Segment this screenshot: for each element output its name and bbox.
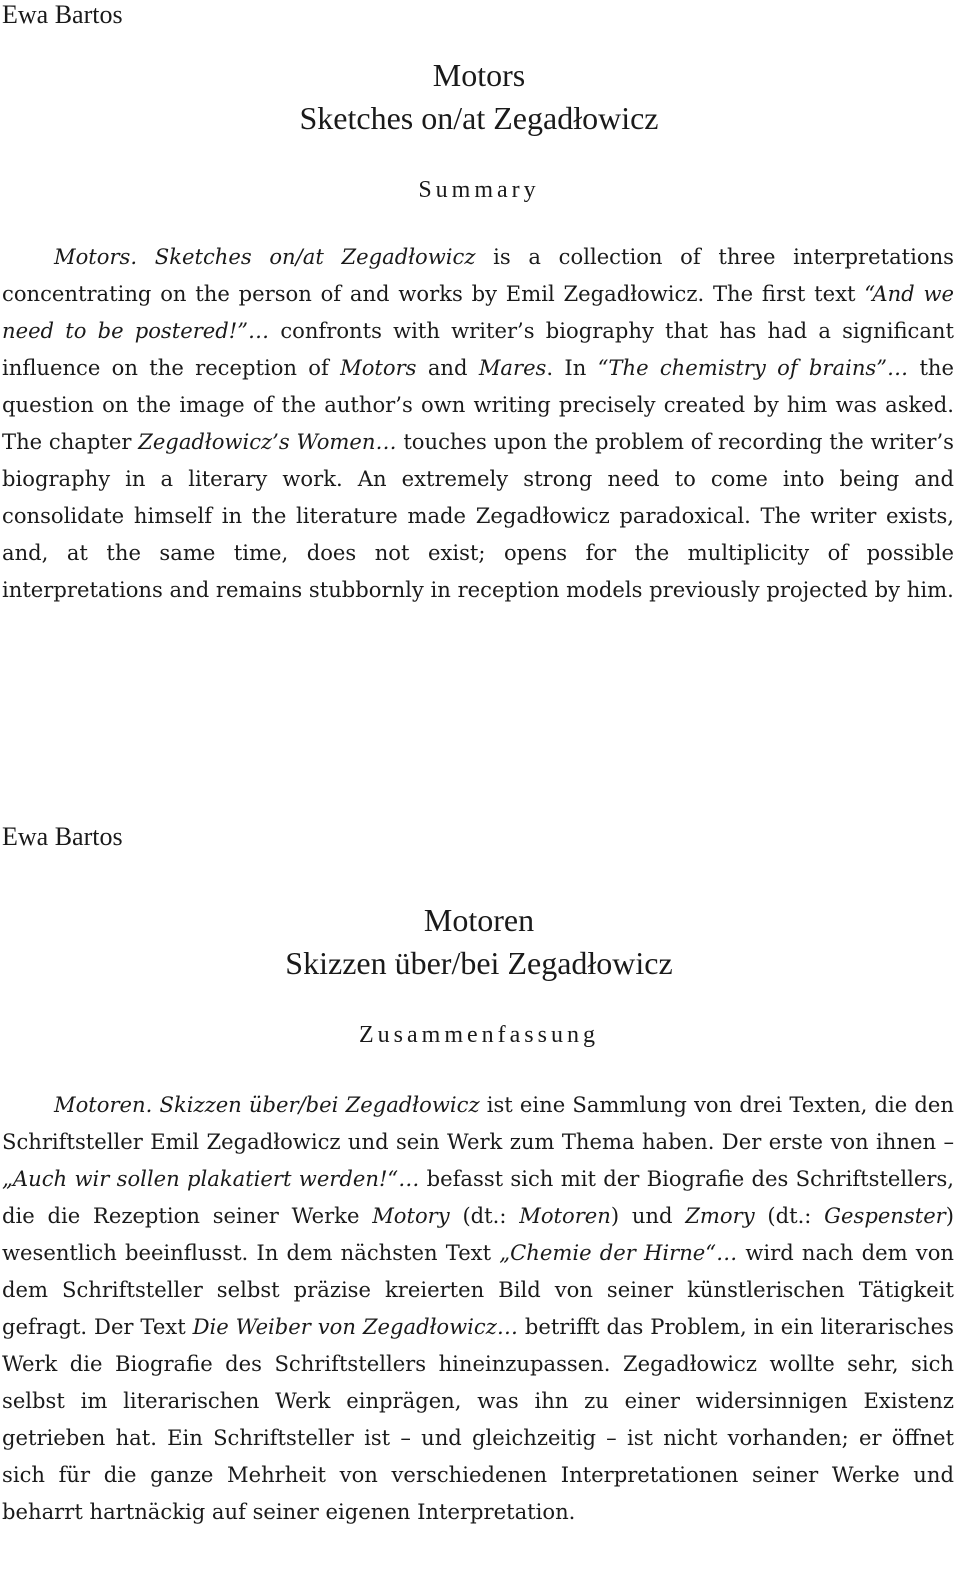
summary-paragraph [2, 238, 954, 608]
title-subtitle-2: Skizzen über/bei Zegadłowicz [285, 945, 673, 981]
title-main-2: Motoren [423, 902, 535, 938]
italic-text-run: “And we need to be postered!”… [2, 281, 954, 343]
text-run: and [416, 355, 479, 380]
text-run: betrifft das Problem, in ein literarisches Werk die Biografie des Schriftstellers hineinzupassen. Zegadłowicz wollte sehr, sich selbst im literarischen Werk einprägen, was ihn zu einer widersinnigen Existenz getrieben hat. Ein Schriftsteller ist – und gleichzeitig – ist nicht vorhanden; er öffnet sich für die ganze Mehrheit von verschiedenen Interpretationen seiner Werke und beharrt hartnäckig auf seiner eigenen Interpretation. [2, 1314, 954, 1524]
author-name-2: Ewa Bartos [2, 822, 123, 851]
summary-heading: Summary [418, 177, 540, 203]
text-run: wird nach dem von dem Schriftsteller selbst präzise kreierten Bild von seiner künstlerischen Tätigkeit gefragt. Der Text [2, 1240, 954, 1339]
text-run: ) wesentlich beeinflusst. In dem nächsten Text [2, 1203, 954, 1265]
title-block [0, 54, 958, 205]
text-run: (dt.: [754, 1203, 825, 1228]
italic-text-run: Motors. Sketches on/at Zegadłowicz [54, 244, 476, 269]
italic-text-run: Gespenster [824, 1203, 946, 1228]
summary-heading-2: Zusammenfassung [359, 1022, 599, 1048]
italic-text-run: Zmory [685, 1203, 755, 1228]
title-subtitle: Sketches on/at Zegadłowicz [299, 100, 659, 136]
text-run: . In [546, 355, 598, 380]
italic-text-run: „Chemie der Hirne“… [499, 1240, 738, 1265]
title-main: Motors [432, 57, 526, 93]
italic-text-run: Mares [478, 355, 547, 380]
text-run: (dt.: [449, 1203, 520, 1228]
italic-text-run: Motoren [519, 1203, 611, 1228]
text-run: confronts with writer’s biography that has had a significant influence on the reception of [2, 318, 954, 380]
text-run: touches upon the problem of recording the writer’s biography in a literary work. An extremely strong need to come into being and consolidate himself in the literature made Zegadłowicz paradoxical. The writer exists, and, at the same time, does not exist; opens for the multiplicity of possible interpretations and remains stubbornly in reception models previously projected by him. [2, 429, 954, 602]
text-run: ) und [610, 1203, 686, 1228]
italic-text-run: Motory [372, 1203, 450, 1228]
text-run: ist eine Sammlung von drei Texten, die den Schriftsteller Emil Zegadłowicz und sein Werk zum Thema haben. Der erste von ihnen – [2, 1092, 954, 1154]
text-run: the question on the image of the author’s own writing precisely created by him was asked. The chapter [2, 355, 954, 454]
summary-paragraph-text [2, 238, 954, 608]
italic-text-run: “The chemistry of brains”… [597, 355, 909, 380]
text-run: befasst sich mit der Biografie des Schriftstellers, die die Rezeption seiner Werke [2, 1166, 955, 1228]
italic-text-run: Motoren. Skizzen über/bei Zegadłowicz [54, 1092, 480, 1117]
italic-text-run: Zegadłowicz’s Women… [138, 429, 397, 454]
italic-text-run: Die Weiber von Zegadłowicz… [192, 1314, 518, 1339]
text-run: is a collection of three interpretations concentrating on the person of and works by Emil Zegadłowicz. The first text [2, 244, 954, 306]
italic-text-run: „Auch wir sollen plakatiert werden!“… [2, 1166, 420, 1191]
summary-paragraph-text-2 [2, 1086, 954, 1530]
italic-text-run: Motors [340, 355, 417, 380]
summary-paragraph-2 [2, 1086, 954, 1530]
title-block-2 [0, 899, 958, 1050]
author-name: Ewa Bartos [2, 0, 123, 29]
